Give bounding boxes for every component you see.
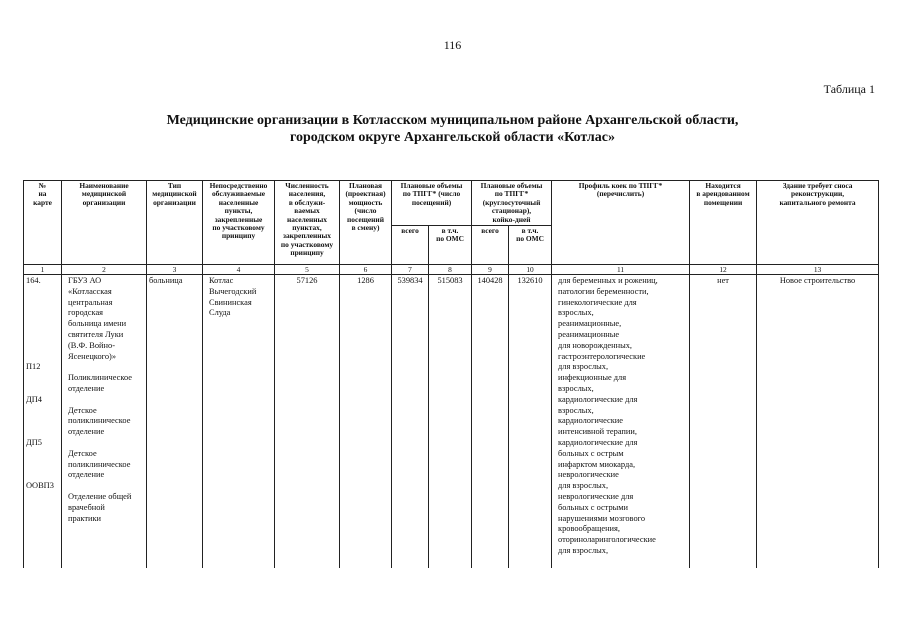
- unit-code: П12: [26, 362, 41, 372]
- column-number: 1: [24, 265, 62, 275]
- org-name: [68, 276, 144, 362]
- text-line: святителя Луки: [68, 330, 124, 340]
- text-line: поликлиническое: [68, 416, 131, 426]
- header-visits-oms: [429, 226, 472, 265]
- row-number: 164.: [26, 276, 41, 286]
- text-line: (В.Ф. Войно-: [68, 340, 115, 350]
- text-line: реконструкции,: [790, 189, 845, 199]
- subunit-name: [68, 492, 144, 524]
- text-line: врачебной: [68, 502, 105, 512]
- text-line: по ТПГГ*: [494, 189, 529, 199]
- text-line: №: [38, 181, 47, 190]
- text-line: неврологические для: [558, 491, 634, 501]
- text-line: больница имени: [68, 319, 127, 329]
- text-line: больных с острыми: [558, 502, 629, 512]
- unit-code: ООВП3: [26, 481, 54, 491]
- unit-code: ДП5: [26, 438, 42, 447]
- text-line: (круглосуточный: [482, 197, 541, 207]
- text-line: мощность: [348, 197, 383, 207]
- text-line: Находится: [705, 181, 741, 190]
- text-line: неврологические: [558, 470, 619, 480]
- header-beddays-total: всего: [472, 226, 509, 265]
- text-line: в обслужи-: [288, 197, 326, 207]
- column-number: 13: [757, 265, 879, 275]
- text-line: Котлас: [209, 276, 234, 286]
- text-line: Численность: [285, 181, 329, 190]
- text-line: на: [38, 189, 47, 199]
- text-line: капитального ремонта: [779, 197, 856, 207]
- subunit-name: [68, 449, 144, 481]
- text-line: кровообращения,: [558, 524, 620, 534]
- unit-code: ДП4: [26, 394, 42, 404]
- text-line: центральная: [68, 297, 113, 307]
- text-line: Плановая: [348, 181, 383, 190]
- header-org-type: [147, 181, 203, 265]
- text-line: гинекологические для: [558, 297, 637, 307]
- text-line: для взрослых,: [558, 481, 609, 491]
- text-line: больных с острым: [558, 448, 624, 458]
- text-line: Свининская: [209, 297, 252, 307]
- text-line: Здание требует сноса: [782, 181, 853, 190]
- header-population: [275, 181, 340, 265]
- text-line: помещении: [703, 197, 743, 207]
- text-line: закрепленных: [283, 231, 331, 241]
- subunit-name: [68, 406, 144, 438]
- title-line-2: городском округе Архангельской области «Котлас»: [289, 130, 615, 145]
- column-number: 11: [552, 265, 690, 275]
- text-line: Ясенецкого)»: [68, 351, 117, 361]
- document-title: [0, 112, 905, 146]
- text-line: в т.ч.: [441, 226, 459, 236]
- text-line: посещений): [411, 197, 452, 207]
- text-line: взрослых,: [558, 405, 594, 415]
- column-number: 6: [340, 265, 392, 275]
- text-line: Профиль коек по ТПГГ*: [578, 181, 663, 190]
- text-line: (перечислить): [596, 189, 645, 199]
- bed-profiles: [558, 276, 687, 557]
- text-line: «Котласская: [68, 286, 112, 296]
- header-rented: [690, 181, 757, 265]
- org-type: больница: [149, 276, 183, 286]
- text-line: карте: [33, 197, 52, 207]
- text-line: реанимационные,: [558, 319, 622, 329]
- table-label: Таблица 1: [823, 82, 875, 96]
- text-line: койко-дней: [492, 214, 531, 224]
- header-planned-beddays: [472, 181, 552, 226]
- text-line: закрепленные: [214, 214, 263, 224]
- header-bed-profiles: [552, 181, 690, 265]
- text-line: Слуда: [209, 308, 231, 318]
- text-line: городская: [68, 308, 104, 318]
- capacity-cell: 1286: [340, 275, 392, 569]
- column-number: 8: [429, 265, 472, 275]
- beddays-total-cell: 140428: [472, 275, 509, 569]
- text-line: населения,: [288, 189, 326, 199]
- column-number: 9: [472, 265, 509, 275]
- table-row: [24, 275, 879, 569]
- text-line: нарушениями мозгового: [558, 513, 646, 523]
- title-line-1: Медицинские организации в Котласском муниципальном районе Архангельской области,: [166, 113, 739, 128]
- text-line: в т.ч.: [521, 226, 539, 236]
- text-line: стационар),: [491, 206, 532, 216]
- text-line: по ОМС: [436, 234, 464, 244]
- text-line: кардиологические: [558, 416, 623, 426]
- text-line: практики: [68, 513, 102, 523]
- text-line: оториноларингологические: [558, 535, 656, 545]
- text-line: по ОМС: [516, 234, 544, 244]
- text-line: населенных: [286, 214, 327, 224]
- text-line: отделение: [68, 384, 105, 393]
- text-line: для взрослых,: [558, 545, 609, 555]
- text-line: пунктах,: [292, 223, 322, 233]
- text-line: отделение: [68, 470, 105, 480]
- column-number: 3: [147, 265, 203, 275]
- text-line: кардиологические для: [558, 437, 638, 447]
- header-beddays-oms: [509, 226, 552, 265]
- text-line: Наименование: [79, 181, 129, 190]
- page-number: 116: [443, 38, 462, 52]
- text-line: для беременных и рожениц,: [558, 276, 658, 286]
- column-number-row: [24, 265, 879, 275]
- text-line: посещений: [347, 214, 384, 224]
- settlements-cell: [203, 275, 275, 569]
- column-number: 10: [509, 265, 552, 275]
- text-line: для новорожденных,: [558, 340, 632, 350]
- text-line: медицинской: [152, 189, 197, 199]
- beddays-oms-cell: 132610: [509, 275, 552, 569]
- header-served-settlements: [203, 181, 275, 265]
- text-line: Отделение общей: [68, 491, 132, 501]
- text-line: по участковому: [212, 223, 265, 233]
- building-status-cell: Новое строительство: [757, 275, 879, 569]
- text-line: Плановые объемы: [480, 181, 543, 190]
- header-building-status: [757, 181, 879, 265]
- text-line: организации: [153, 197, 196, 207]
- medical-organizations-table: [23, 180, 879, 568]
- text-line: взрослых,: [558, 384, 594, 393]
- map-number-cell: [24, 275, 62, 569]
- bed-profiles-cell: [552, 275, 690, 569]
- text-line: патологии беременности,: [558, 286, 649, 296]
- header-org-name: [62, 181, 147, 265]
- text-line: кардиологические для: [558, 394, 638, 404]
- text-line: ваемых: [294, 206, 320, 216]
- text-line: отделение: [68, 427, 105, 437]
- column-number: 12: [690, 265, 757, 275]
- text-line: по ТПГГ* (число: [402, 189, 461, 199]
- text-line: Плановые объемы: [400, 181, 463, 190]
- org-type-cell: [147, 275, 203, 569]
- column-number: 7: [392, 265, 429, 275]
- text-line: Непосредственно: [209, 181, 268, 190]
- text-line: пункты,: [224, 206, 253, 216]
- population-cell: 57126: [275, 275, 340, 569]
- text-line: поликлиническое: [68, 459, 131, 469]
- header-capacity: [340, 181, 392, 265]
- text-line: Тип: [167, 181, 182, 190]
- text-line: интенсивной терапии,: [558, 427, 637, 437]
- text-line: принципу: [290, 248, 324, 258]
- text-line: гастроэнтерологические: [558, 351, 646, 361]
- text-line: ГБУЗ АО: [68, 276, 102, 286]
- text-line: в смену): [351, 223, 380, 233]
- text-line: взрослых,: [558, 308, 594, 318]
- text-line: по участковому: [280, 239, 334, 249]
- text-line: принципу: [221, 231, 256, 241]
- text-line: обслуживаемые: [211, 189, 266, 199]
- column-number: 5: [275, 265, 340, 275]
- column-number: 2: [62, 265, 147, 275]
- text-line: в арендованном: [696, 189, 750, 199]
- header-visits-total: всего: [392, 226, 429, 265]
- rented-cell: нет: [690, 275, 757, 569]
- text-line: населенные: [218, 197, 259, 207]
- text-line: Детское: [68, 448, 97, 458]
- text-line: для взрослых,: [558, 362, 609, 372]
- text-line: (число: [354, 206, 377, 216]
- text-line: инфекционные для: [558, 373, 627, 383]
- text-line: инфарктом миокарда,: [558, 459, 636, 469]
- text-line: реанимационные: [558, 330, 620, 340]
- visits-total-cell: 539834: [392, 275, 429, 569]
- settlements: [209, 276, 272, 319]
- column-number: 4: [203, 265, 275, 275]
- text-line: Вычегодский: [209, 286, 257, 296]
- text-line: Детское: [68, 405, 97, 415]
- text-line: медицинской: [81, 189, 127, 199]
- header-planned-visits: [392, 181, 472, 226]
- header-map-number: [24, 181, 62, 265]
- text-line: организации: [82, 197, 126, 207]
- text-line: Поликлиническое: [68, 373, 132, 383]
- org-name-cell: [62, 275, 147, 569]
- visits-oms-cell: 515083: [429, 275, 472, 569]
- text-line: (проектная): [345, 189, 386, 199]
- subunit-name: [68, 373, 144, 395]
